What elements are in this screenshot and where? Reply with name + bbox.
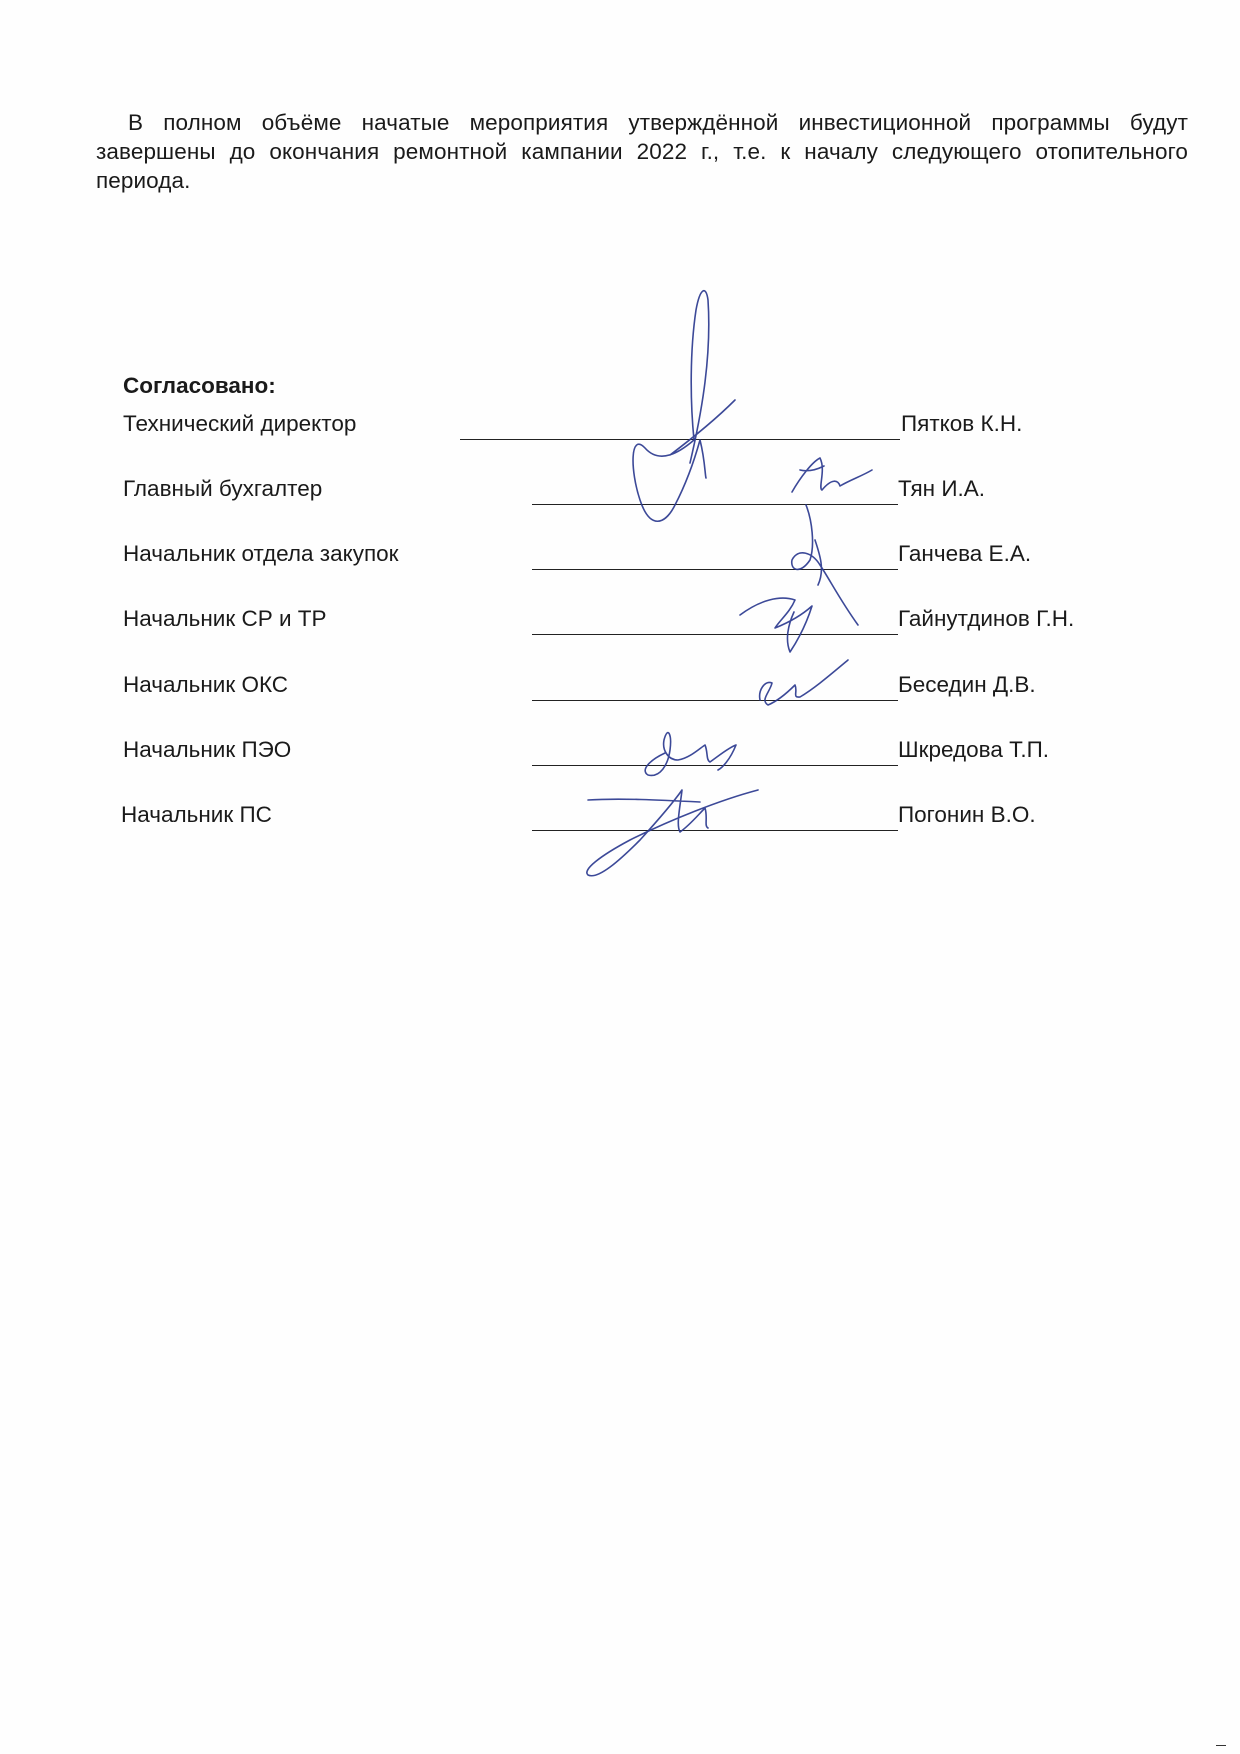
signature-row: [0, 541, 1240, 577]
signatory-position: Технический директор: [123, 411, 357, 436]
signatory-name: Тян И.А.: [898, 476, 986, 501]
signature-row: [0, 737, 1240, 773]
signatory-position: Начальник ПЭО: [123, 737, 292, 762]
body-paragraph: В полном объёме начатые мероприятия утверждённой инвестиционной программы будут завершены до окончания ремонтной кампании 2022 г., т.е. к началу следующего отопительного периода.: [96, 110, 1188, 193]
signature-line: [532, 765, 898, 766]
signatory-position: Начальник ОКС: [123, 672, 289, 697]
signature-line: [532, 700, 898, 701]
signature-row: [0, 476, 1240, 512]
signatory-name: Ганчева Е.А.: [898, 541, 1032, 566]
signatory-name: Пятков К.Н.: [901, 411, 1023, 436]
signature-line: [532, 504, 898, 505]
signature-row: [0, 802, 1240, 838]
signature-row: [0, 411, 1240, 447]
signatory-position: Главный бухгалтер: [123, 476, 323, 501]
signatory-position: Начальник отдела закупок: [123, 541, 399, 566]
signatory-name: Беседин Д.В.: [898, 672, 1036, 697]
signature-line: [532, 634, 898, 635]
signatory-position: Начальник СР и ТР: [123, 606, 327, 631]
corner-mark: [1216, 1745, 1226, 1746]
signature-line: [532, 569, 898, 570]
signatory-name: Шкредова Т.П.: [898, 737, 1050, 762]
signature-row: [0, 606, 1240, 642]
approval-heading: Согласовано:: [123, 373, 276, 398]
signatory-name: Погонин В.О.: [898, 802, 1036, 827]
signature-line: [460, 439, 900, 440]
signatory-name: Гайнутдинов Г.Н.: [898, 606, 1075, 631]
signature-line: [532, 830, 898, 831]
signatory-position: Начальник ПС: [121, 802, 272, 827]
signature-row: [0, 672, 1240, 708]
